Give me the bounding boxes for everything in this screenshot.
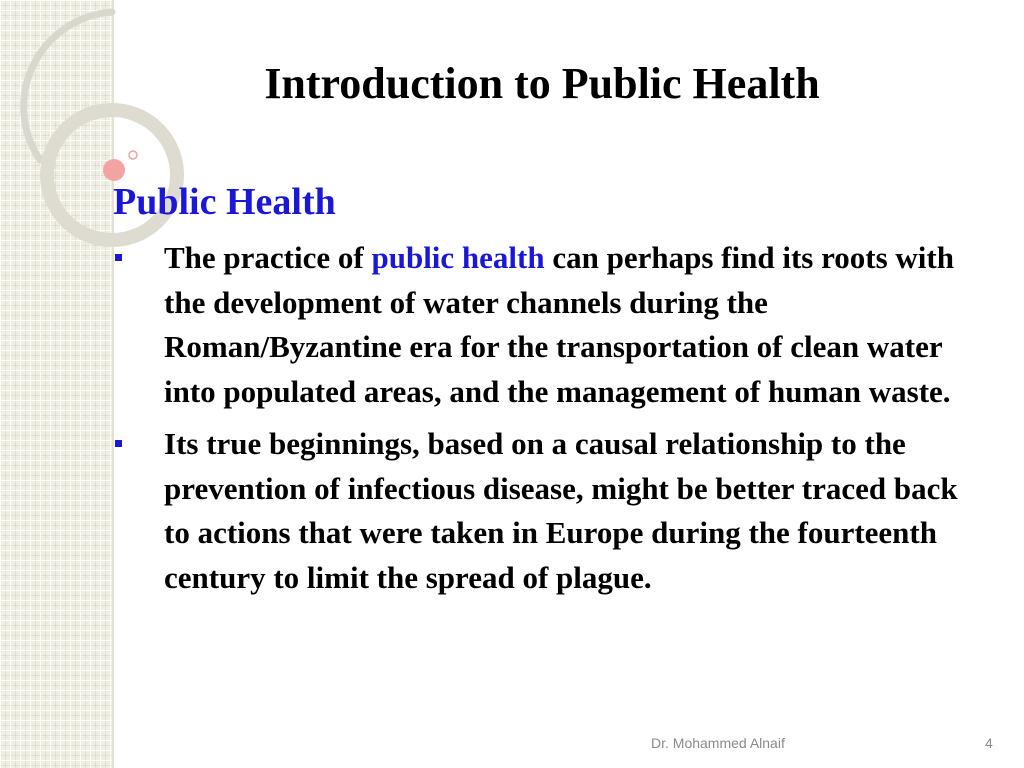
bullet-item xyxy=(110,422,990,600)
highlighted-term: public health xyxy=(371,240,545,275)
small-ring-decoration xyxy=(129,151,137,159)
section-heading: Public Health xyxy=(113,181,336,223)
footer-author: Dr. Mohammed Alnaif xyxy=(651,735,785,751)
slide-title: Introduction to Public Health xyxy=(264,59,820,108)
page-number: 4 xyxy=(985,735,993,751)
bullet-list xyxy=(110,236,990,608)
square-bullet-icon xyxy=(115,440,122,447)
bullet-text-end: can perhaps find its roots with the development of water channels during the Roman/Byzantine era for the transportation of clean water into populated areas, and the management of human waste. xyxy=(164,240,954,409)
square-bullet-icon xyxy=(115,254,122,261)
bullet-item xyxy=(110,236,990,414)
bullet-text-start: The practice of xyxy=(164,240,372,275)
large-arc-decoration xyxy=(24,12,112,160)
bullet-text: Its true beginnings, based on a causal relationship to the prevention of infectious disease, might be better traced back to actions that were taken in Europe during the fourteenth century to limit the spread of plague. xyxy=(164,426,958,595)
